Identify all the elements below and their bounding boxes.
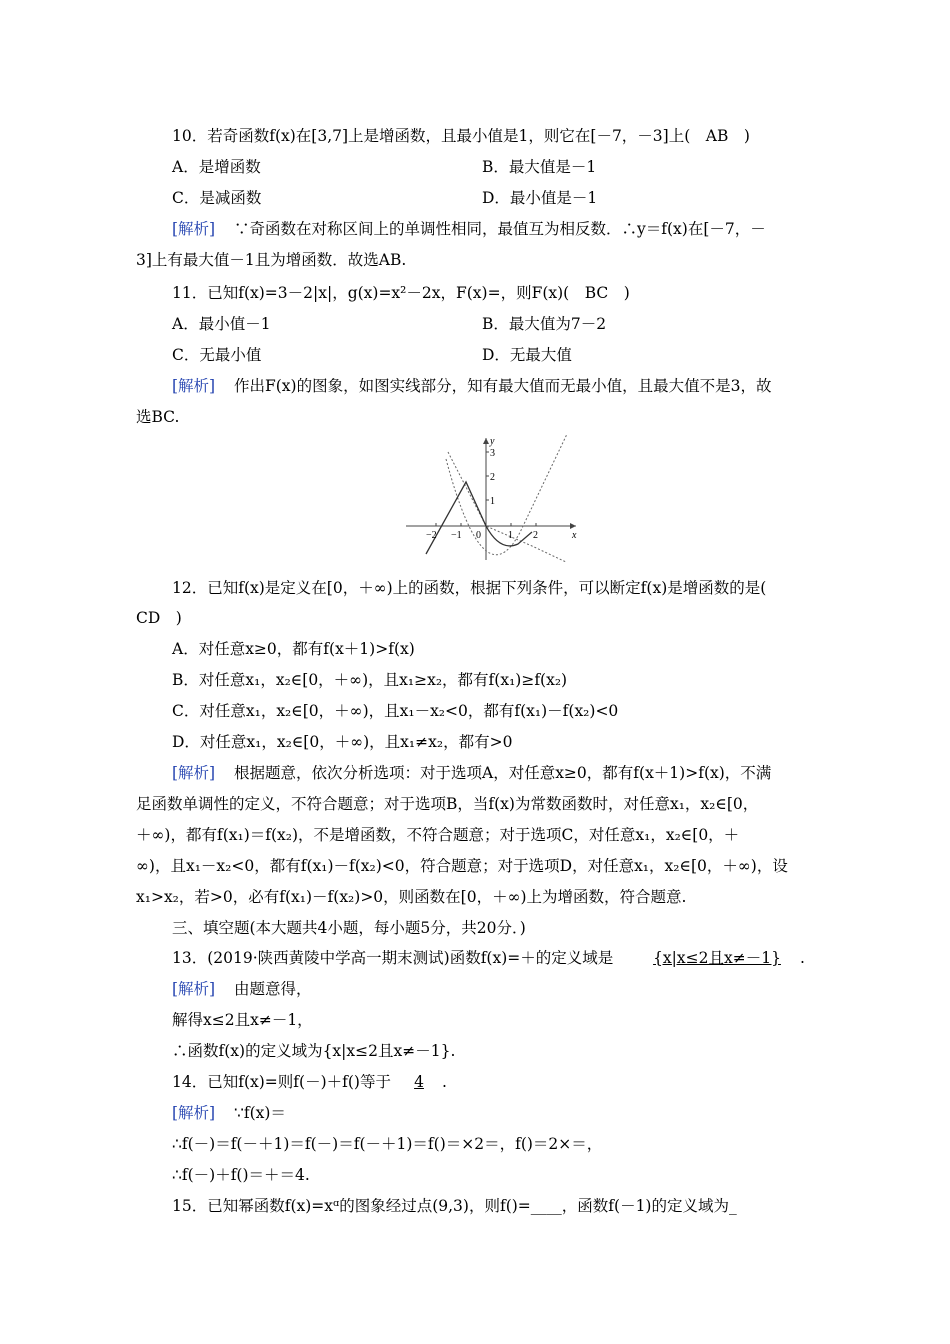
q12-option-a: A．对任意x≥0，都有f(x＋1)>f(x)	[172, 640, 415, 658]
tick-label-y-1: 1	[490, 496, 495, 507]
tick-label-x-neg1: −1	[451, 530, 462, 541]
tick-label-x-1: 1	[508, 530, 513, 541]
q10-option-c: C．是减函数	[172, 189, 262, 207]
q13-analysis-label: [解析]	[172, 980, 216, 998]
q13-analysis-text-3: ∴函数f(x)的定义域为{x|x≤2且x≠－1}.	[172, 1042, 456, 1060]
q11-analysis-text-2: 选BC.	[136, 408, 180, 426]
q11-option-d: D．无最大值	[482, 346, 572, 364]
axis-label-y: y	[490, 436, 495, 447]
q12-analysis-text: 根据题意，依次分析选项：对于选项A，对任意x≥0，都有f(x＋1)>f(x)，不满	[234, 764, 772, 782]
q14-period: .	[442, 1073, 447, 1091]
tick-label-y-2: 2	[490, 472, 495, 483]
q11-stem: 11．已知f(x)=3－2|x|，g(x)=x²－2x，F(x)=，则F(x)( BC )	[172, 284, 630, 302]
q12-option-b: B．对任意x₁，x₂∈[0，＋∞)，且x₁≥x₂，都有f(x₁)≥f(x₂)	[172, 671, 568, 689]
dotted-g-curve	[446, 434, 567, 555]
q12-option-d: D．对任意x₁，x₂∈[0，＋∞)，且x₁≠x₂，都有>0	[172, 733, 513, 751]
tick-label-x-neg2: −2	[426, 530, 437, 541]
q10-option-b: B．最大值是－1	[482, 158, 597, 176]
tick-label-x-2: 2	[533, 530, 538, 541]
q14-analysis-label: [解析]	[172, 1104, 216, 1122]
q13-answer: {x|x≤2且x≠－1}	[653, 949, 781, 967]
q14-analysis-text: ∵f(x)＝	[234, 1104, 286, 1122]
q14-answer: 4	[414, 1073, 424, 1091]
q11-option-b: B．最大值为7－2	[482, 315, 607, 333]
section-heading: 三、填空题(本大题共4小题，每小题5分，共20分．)	[172, 919, 526, 937]
q10-option-d: D．最小值是－1	[482, 189, 598, 207]
q12-stem-2: CD )	[136, 609, 182, 627]
q14-analysis-text-3: ∴f(－)＋f()＝＋＝4.	[172, 1166, 310, 1184]
q12-analysis-text-2: 足函数单调性的定义，不符合题意；对于选项B，当f(x)为常数函数时，对任意x₁，x₂∈[0，	[136, 795, 759, 813]
q11-analysis-label: [解析]	[172, 377, 216, 395]
q13-analysis-text: 由题意得，	[234, 980, 312, 998]
function-graph-figure	[400, 434, 586, 566]
q10-analysis-text: ∵奇函数在对称区间上的单调性相同，最值互为相反数．∴y＝f(x)在[－7，－	[234, 220, 766, 238]
q14-analysis-text-2: ∴f(－)＝f(－＋1)＝f(－)＝f(－＋1)＝f()＝×2＝，f()＝2×＝，	[172, 1135, 603, 1153]
q11-option-c: C．无最小值	[172, 346, 262, 364]
q13-stem: 13．(2019·陕西黄陵中学高一期末测试)函数f(x)=＋的定义域是	[172, 949, 614, 967]
q10-analysis-label: [解析]	[172, 220, 216, 238]
q12-analysis-text-4: ∞)，且x₁－x₂<0，都有f(x₁)－f(x₂)<0，符合题意；对于选项D，对任意x₁，x₂∈[0，＋∞)，设	[136, 857, 788, 875]
q12-analysis-text-3: ＋∞)，都有f(x₁)＝f(x₂)，不是增函数，不符合题意；对于选项C，对任意x₁，x₂∈[0，＋	[136, 826, 740, 844]
q14-stem: 14．已知f(x)=则f(－)＋f()等于	[172, 1073, 391, 1091]
q15-stem: 15．已知幂函数f(x)=xᵅ的图象经过点(9,3)，则f()=____，函数f(－1)的定义域为_	[172, 1197, 737, 1215]
q12-stem: 12．已知f(x)是定义在[0，＋∞)上的函数，根据下列条件，可以断定f(x)是增函数的是(	[172, 579, 767, 597]
tick-label-x-0: 0	[476, 530, 481, 541]
axis-label-x: x	[572, 530, 577, 541]
q12-analysis-label: [解析]	[172, 764, 216, 782]
solid-F-curve	[426, 482, 532, 554]
q13-analysis-text-2: 解得x≤2且x≠－1，	[172, 1011, 313, 1029]
y-axis-arrow	[483, 438, 489, 444]
q10-stem: 10．若奇函数f(x)在[3,7]上是增函数，且最小值是1，则它在[－7，－3]上( AB )	[172, 127, 750, 145]
x-axis-arrow	[570, 523, 576, 529]
q12-option-c: C．对任意x₁，x₂∈[0，＋∞)，且x₁－x₂<0，都有f(x₁)－f(x₂)<0	[172, 702, 619, 720]
tick-label-y-3: 3	[490, 448, 495, 459]
q10-option-a: A．是增函数	[172, 158, 261, 176]
q11-analysis-text: 作出F(x)的图象，如图实线部分，知有最大值而无最小值，且最大值不是3，故	[234, 377, 772, 395]
q13-period: .	[800, 949, 805, 967]
q10-analysis-text-2: 3]上有最大值－1且为增函数．故选AB.	[136, 251, 407, 269]
q12-analysis-text-5: x₁>x₂，若>0，必有f(x₁)－f(x₂)>0，则函数在[0，＋∞)上为增函数，符合题意.	[136, 888, 687, 906]
q11-option-a: A．最小值－1	[172, 315, 271, 333]
